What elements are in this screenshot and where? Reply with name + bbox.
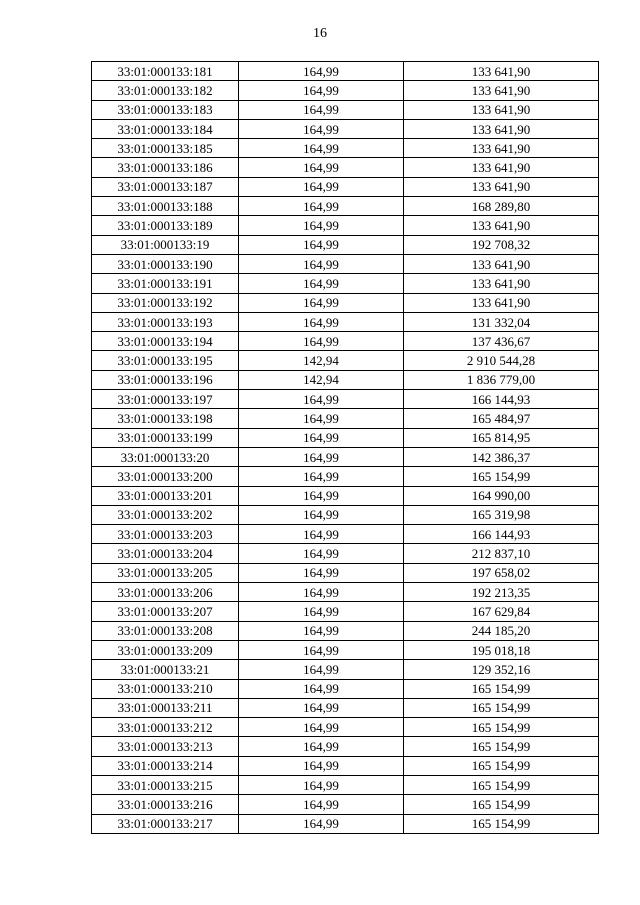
- cadastral-number-cell: 33:01:000133:211: [92, 698, 239, 717]
- area-cell: 164,99: [239, 119, 404, 138]
- area-cell: 164,99: [239, 544, 404, 563]
- cadastral-number-cell: 33:01:000133:212: [92, 718, 239, 737]
- table-row: [92, 640, 599, 659]
- value-cell: 165 154,99: [404, 814, 599, 833]
- value-cell: 165 154,99: [404, 756, 599, 775]
- value-cell: 133 641,90: [404, 216, 599, 235]
- cadastral-number-cell: 33:01:000133:183: [92, 100, 239, 119]
- cadastral-number-cell: 33:01:000133:191: [92, 274, 239, 293]
- cadastral-number-cell: 33:01:000133:197: [92, 390, 239, 409]
- area-cell: 164,99: [239, 100, 404, 119]
- table-row: [92, 621, 599, 640]
- area-cell: 142,94: [239, 370, 404, 389]
- value-cell: 133 641,90: [404, 293, 599, 312]
- area-cell: 164,99: [239, 775, 404, 794]
- value-cell: 166 144,93: [404, 525, 599, 544]
- cadastral-number-cell: 33:01:000133:210: [92, 679, 239, 698]
- table-row: [92, 544, 599, 563]
- table-row: [92, 216, 599, 235]
- cadastral-number-cell: 33:01:000133:201: [92, 486, 239, 505]
- area-cell: 164,99: [239, 737, 404, 756]
- table-row: [92, 583, 599, 602]
- area-cell: 164,99: [239, 139, 404, 158]
- cadastral-number-cell: 33:01:000133:188: [92, 197, 239, 216]
- table-row: [92, 447, 599, 466]
- cadastral-number-cell: 33:01:000133:193: [92, 312, 239, 331]
- area-cell: 164,99: [239, 312, 404, 331]
- value-cell: 133 641,90: [404, 274, 599, 293]
- data-table: [91, 61, 599, 834]
- cadastral-number-cell: 33:01:000133:196: [92, 370, 239, 389]
- value-cell: 133 641,90: [404, 139, 599, 158]
- area-cell: 164,99: [239, 698, 404, 717]
- value-cell: 244 185,20: [404, 621, 599, 640]
- table-row: [92, 467, 599, 486]
- value-cell: 165 154,99: [404, 718, 599, 737]
- cadastral-number-cell: 33:01:000133:214: [92, 756, 239, 775]
- table-row: [92, 100, 599, 119]
- table-row: [92, 119, 599, 138]
- page-number: 16: [313, 26, 327, 41]
- value-cell: 133 641,90: [404, 62, 599, 81]
- cadastral-number-cell: 33:01:000133:181: [92, 62, 239, 81]
- area-cell: 164,99: [239, 602, 404, 621]
- value-cell: 197 658,02: [404, 563, 599, 582]
- value-cell: 137 436,67: [404, 332, 599, 351]
- value-cell: 133 641,90: [404, 119, 599, 138]
- value-cell: 164 990,00: [404, 486, 599, 505]
- table-row: [92, 332, 599, 351]
- cadastral-number-cell: 33:01:000133:184: [92, 119, 239, 138]
- cadastral-number-cell: 33:01:000133:216: [92, 795, 239, 814]
- table-row: [92, 274, 599, 293]
- cadastral-number-cell: 33:01:000133:182: [92, 81, 239, 100]
- area-cell: 164,99: [239, 640, 404, 659]
- area-cell: 164,99: [239, 467, 404, 486]
- area-cell: 164,99: [239, 390, 404, 409]
- cadastral-number-cell: 33:01:000133:195: [92, 351, 239, 370]
- table-row: [92, 81, 599, 100]
- area-cell: 164,99: [239, 62, 404, 81]
- cadastral-number-cell: 33:01:000133:190: [92, 254, 239, 273]
- table-row: [92, 390, 599, 409]
- value-cell: 192 708,32: [404, 235, 599, 254]
- value-cell: 131 332,04: [404, 312, 599, 331]
- cadastral-number-cell: 33:01:000133:194: [92, 332, 239, 351]
- table-row: [92, 312, 599, 331]
- value-cell: 165 154,99: [404, 775, 599, 794]
- cadastral-number-cell: 33:01:000133:205: [92, 563, 239, 582]
- value-cell: 195 018,18: [404, 640, 599, 659]
- area-cell: 164,99: [239, 505, 404, 524]
- table-row: [92, 177, 599, 196]
- cadastral-number-cell: 33:01:000133:186: [92, 158, 239, 177]
- table-row: [92, 775, 599, 794]
- value-cell: 165 319,98: [404, 505, 599, 524]
- cadastral-number-cell: 33:01:000133:20: [92, 447, 239, 466]
- area-cell: 164,99: [239, 197, 404, 216]
- table-row: [92, 602, 599, 621]
- value-cell: 165 814,95: [404, 428, 599, 447]
- area-cell: 164,99: [239, 486, 404, 505]
- area-cell: 164,99: [239, 81, 404, 100]
- table-row: [92, 254, 599, 273]
- area-cell: 164,99: [239, 158, 404, 177]
- area-cell: 164,99: [239, 274, 404, 293]
- table-row: [92, 293, 599, 312]
- table-row: [92, 409, 599, 428]
- table-row: [92, 737, 599, 756]
- area-cell: 164,99: [239, 621, 404, 640]
- cadastral-number-cell: 33:01:000133:19: [92, 235, 239, 254]
- value-cell: 166 144,93: [404, 390, 599, 409]
- table-row: [92, 718, 599, 737]
- area-cell: 164,99: [239, 428, 404, 447]
- table-row: [92, 679, 599, 698]
- cadastral-number-cell: 33:01:000133:199: [92, 428, 239, 447]
- area-cell: 164,99: [239, 583, 404, 602]
- area-cell: 164,99: [239, 679, 404, 698]
- value-cell: 129 352,16: [404, 660, 599, 679]
- area-cell: 164,99: [239, 235, 404, 254]
- value-cell: 192 213,35: [404, 583, 599, 602]
- table-row: [92, 795, 599, 814]
- area-cell: 164,99: [239, 409, 404, 428]
- cadastral-number-cell: 33:01:000133:206: [92, 583, 239, 602]
- table-row: [92, 370, 599, 389]
- cadastral-number-cell: 33:01:000133:185: [92, 139, 239, 158]
- cadastral-number-cell: 33:01:000133:208: [92, 621, 239, 640]
- table-row: [92, 486, 599, 505]
- area-cell: 164,99: [239, 293, 404, 312]
- table-row: [92, 197, 599, 216]
- area-cell: 164,99: [239, 525, 404, 544]
- area-cell: 164,99: [239, 814, 404, 833]
- value-cell: 133 641,90: [404, 177, 599, 196]
- area-cell: 164,99: [239, 795, 404, 814]
- cadastral-number-cell: 33:01:000133:189: [92, 216, 239, 235]
- cadastral-number-cell: 33:01:000133:213: [92, 737, 239, 756]
- table-row: [92, 698, 599, 717]
- table-row: [92, 756, 599, 775]
- area-cell: 164,99: [239, 216, 404, 235]
- table-row: [92, 563, 599, 582]
- cadastral-number-cell: 33:01:000133:198: [92, 409, 239, 428]
- value-cell: 212 837,10: [404, 544, 599, 563]
- table-row: [92, 660, 599, 679]
- table-row: [92, 428, 599, 447]
- table-row: [92, 525, 599, 544]
- table-row: [92, 814, 599, 833]
- area-cell: 164,99: [239, 447, 404, 466]
- value-cell: 165 154,99: [404, 698, 599, 717]
- cadastral-number-cell: 33:01:000133:209: [92, 640, 239, 659]
- value-cell: 133 641,90: [404, 254, 599, 273]
- value-cell: 168 289,80: [404, 197, 599, 216]
- area-cell: 164,99: [239, 660, 404, 679]
- value-cell: 165 154,99: [404, 737, 599, 756]
- cadastral-number-cell: 33:01:000133:204: [92, 544, 239, 563]
- table-row: [92, 351, 599, 370]
- cadastral-number-cell: 33:01:000133:187: [92, 177, 239, 196]
- area-cell: 164,99: [239, 254, 404, 273]
- table-row: [92, 158, 599, 177]
- area-cell: 164,99: [239, 332, 404, 351]
- cadastral-number-cell: 33:01:000133:203: [92, 525, 239, 544]
- cadastral-number-cell: 33:01:000133:207: [92, 602, 239, 621]
- value-cell: 133 641,90: [404, 81, 599, 100]
- cadastral-number-cell: 33:01:000133:202: [92, 505, 239, 524]
- table-body: [92, 62, 599, 834]
- cadastral-number-cell: 33:01:000133:215: [92, 775, 239, 794]
- value-cell: 142 386,37: [404, 447, 599, 466]
- value-cell: 167 629,84: [404, 602, 599, 621]
- cadastral-number-cell: 33:01:000133:200: [92, 467, 239, 486]
- value-cell: 165 154,99: [404, 795, 599, 814]
- value-cell: 1 836 779,00: [404, 370, 599, 389]
- cadastral-number-cell: 33:01:000133:21: [92, 660, 239, 679]
- value-cell: 2 910 544,28: [404, 351, 599, 370]
- area-cell: 164,99: [239, 718, 404, 737]
- area-cell: 164,99: [239, 563, 404, 582]
- area-cell: 164,99: [239, 756, 404, 775]
- table-row: [92, 235, 599, 254]
- table-row: [92, 139, 599, 158]
- value-cell: 165 154,99: [404, 467, 599, 486]
- value-cell: 165 154,99: [404, 679, 599, 698]
- cadastral-number-cell: 33:01:000133:192: [92, 293, 239, 312]
- cadastral-number-cell: 33:01:000133:217: [92, 814, 239, 833]
- value-cell: 133 641,90: [404, 100, 599, 119]
- area-cell: 164,99: [239, 177, 404, 196]
- table-row: [92, 505, 599, 524]
- table-row: [92, 62, 599, 81]
- value-cell: 133 641,90: [404, 158, 599, 177]
- area-cell: 142,94: [239, 351, 404, 370]
- value-cell: 165 484,97: [404, 409, 599, 428]
